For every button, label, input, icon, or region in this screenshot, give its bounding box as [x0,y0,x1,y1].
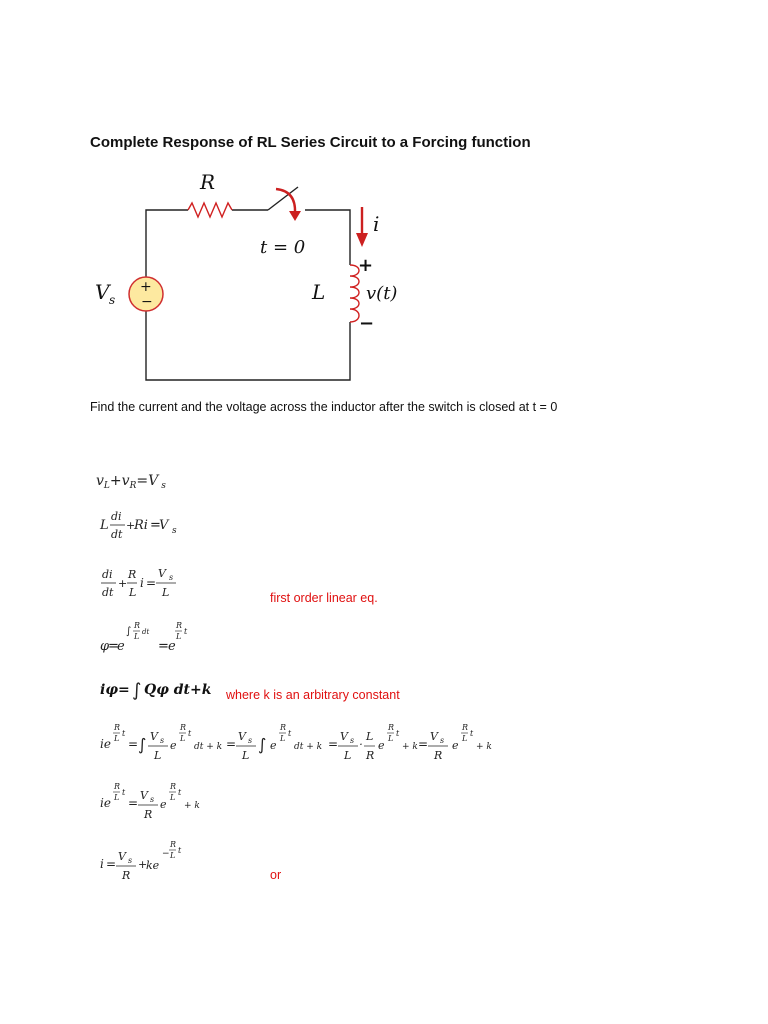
svg-text:V: V [340,730,348,743]
svg-text:s: s [160,736,165,745]
equation-differential [96,505,296,550]
svg-text:V: V [158,567,166,580]
svg-text:t: t [470,729,474,738]
svg-text:L: L [114,734,120,743]
svg-text:=: = [106,857,117,871]
svg-text:=: = [128,737,139,751]
svg-text:e: e [170,739,177,752]
svg-text:e: e [117,639,125,654]
svg-text:+ k: + k [184,801,200,811]
svg-text:R: R [170,782,177,791]
svg-text:dt: dt [111,528,123,541]
svg-text:e: e [270,739,277,752]
svg-text:L: L [180,734,186,743]
annotation-linear: first order linear eq. [270,591,378,605]
annotation-constant: where k is an arbitrary constant [226,688,400,702]
svg-text:V: V [430,730,438,743]
svg-text:s: s [350,736,355,745]
svg-text:L: L [134,632,140,641]
svg-text:ie: ie [100,796,111,810]
svg-text:s: s [150,795,155,804]
svg-text:R: R [128,568,137,581]
svg-text:t: t [288,729,292,738]
svg-text:s: s [172,526,177,536]
svg-text:ie: ie [100,737,111,751]
problem-statement: Find the current and the voltage across the inductor after the switch is closed at t = 0 [90,400,558,414]
svg-text:=: = [158,639,169,654]
svg-text:e: e [378,739,385,752]
svg-text:L: L [176,632,182,641]
svg-text:R: R [144,808,153,821]
svg-text:L: L [344,749,352,762]
svg-text:V: V [150,730,158,743]
svg-text:Qφ dt+k: Qφ dt+k [144,682,212,698]
svg-text:R: R [366,749,375,762]
source-plus: + [140,279,152,295]
svg-text:t: t [122,788,126,797]
svg-text:=: = [146,576,157,590]
svg-text:t: t [178,788,182,797]
svg-text:=: = [108,639,119,654]
svg-text:+: + [118,577,128,590]
svg-text:Ri: Ri [134,518,148,533]
source-label: V [95,280,110,304]
svg-text:L: L [154,749,162,762]
svg-text:V: V [118,850,126,863]
svg-text:+: + [126,519,136,532]
resistor-symbol [188,203,232,217]
svg-text:∫: ∫ [138,735,147,754]
source-minus: − [141,294,153,310]
current-label: i [373,212,380,236]
equation-kvl [96,465,296,495]
svg-text:L: L [170,793,176,802]
svg-text:R: R [388,723,395,732]
voltage-minus: − [359,313,375,334]
svg-text:+ k: + k [476,742,492,752]
svg-text:R: R [176,621,183,630]
equation-integrated [96,775,296,825]
svg-text:=: = [150,518,161,533]
svg-text:R: R [280,723,287,732]
svg-text:R: R [170,840,177,849]
svg-text:R: R [462,723,469,732]
svg-text:V: V [159,518,169,533]
svg-text:R: R [434,749,443,762]
svg-text:s: s [440,736,445,745]
svg-text:di: di [102,568,113,581]
switch-label: t = 0 [260,237,306,258]
svg-text:R: R [122,869,131,882]
svg-text:=: = [328,737,339,751]
svg-text:∫: ∫ [258,735,267,754]
equation-current-solution [96,836,296,886]
svg-text:s: s [248,736,253,745]
svg-text:dt: dt [142,628,150,636]
svg-text:−: − [162,849,170,859]
equation-standard-form [96,560,296,610]
svg-text:+ k: + k [402,742,418,752]
svg-text:R: R [134,621,141,630]
svg-text:∫: ∫ [132,680,142,701]
svg-text:L: L [170,851,176,860]
svg-text:ke: ke [146,859,160,872]
svg-text:t: t [178,846,182,855]
voltage-label: v(t) [366,283,398,304]
svg-text:L: L [162,586,170,599]
svg-text:=: = [226,737,237,751]
svg-text:i: i [140,576,144,590]
switch-arrowhead [289,211,301,221]
svg-text:∫: ∫ [126,626,132,637]
svg-text:·: · [359,738,363,751]
svg-text:dt + k: dt + k [294,742,323,752]
svg-text:t: t [122,729,126,738]
svg-text:R: R [114,782,121,791]
svg-text:L: L [100,518,109,533]
rl-circuit-diagram [90,165,420,390]
annotation-or: or [270,868,282,882]
equation-integration-chain [96,716,516,766]
svg-text:R: R [180,723,187,732]
svg-text:=: = [418,737,429,751]
svg-text:L: L [129,586,137,599]
svg-text:iφ=: iφ= [100,682,130,698]
svg-text:e: e [452,739,459,752]
svg-text:L: L [280,734,286,743]
svg-text:i: i [100,857,104,871]
source-label-sub: s [109,293,116,307]
svg-text:di: di [111,510,122,523]
svg-text:t: t [396,729,400,738]
svg-text:=: = [128,796,139,810]
svg-text:L: L [114,793,120,802]
svg-text:R: R [114,723,121,732]
svg-text:+: + [138,858,148,871]
svg-text:L: L [366,730,374,743]
svg-text:e: e [160,798,167,811]
svg-text:φ: φ [100,639,110,654]
current-arrowhead [356,233,368,247]
svg-text:V: V [238,730,246,743]
voltage-plus: + [358,255,374,276]
inductor-label: L [312,280,326,304]
page-title: Complete Response of RL Series Circuit to a Forcing function [90,134,531,151]
svg-text:L: L [242,749,250,762]
svg-text:V: V [140,789,148,802]
equation-integrating-factor [96,618,296,658]
svg-text:t: t [188,729,192,738]
svg-text:vL+vR=Vs: $v_L+v_R=V$ $_s$ [96,473,166,491]
svg-text:dt: dt [102,586,114,599]
svg-text:s: s [128,856,133,865]
svg-text:t: t [184,627,188,636]
svg-text:s: s [169,573,174,582]
svg-text:L: L [462,734,468,743]
resistor-label: R [200,170,216,194]
svg-text:dt + k: dt + k [194,742,223,752]
svg-text:e: e [168,639,176,654]
svg-text:L: L [388,734,394,743]
